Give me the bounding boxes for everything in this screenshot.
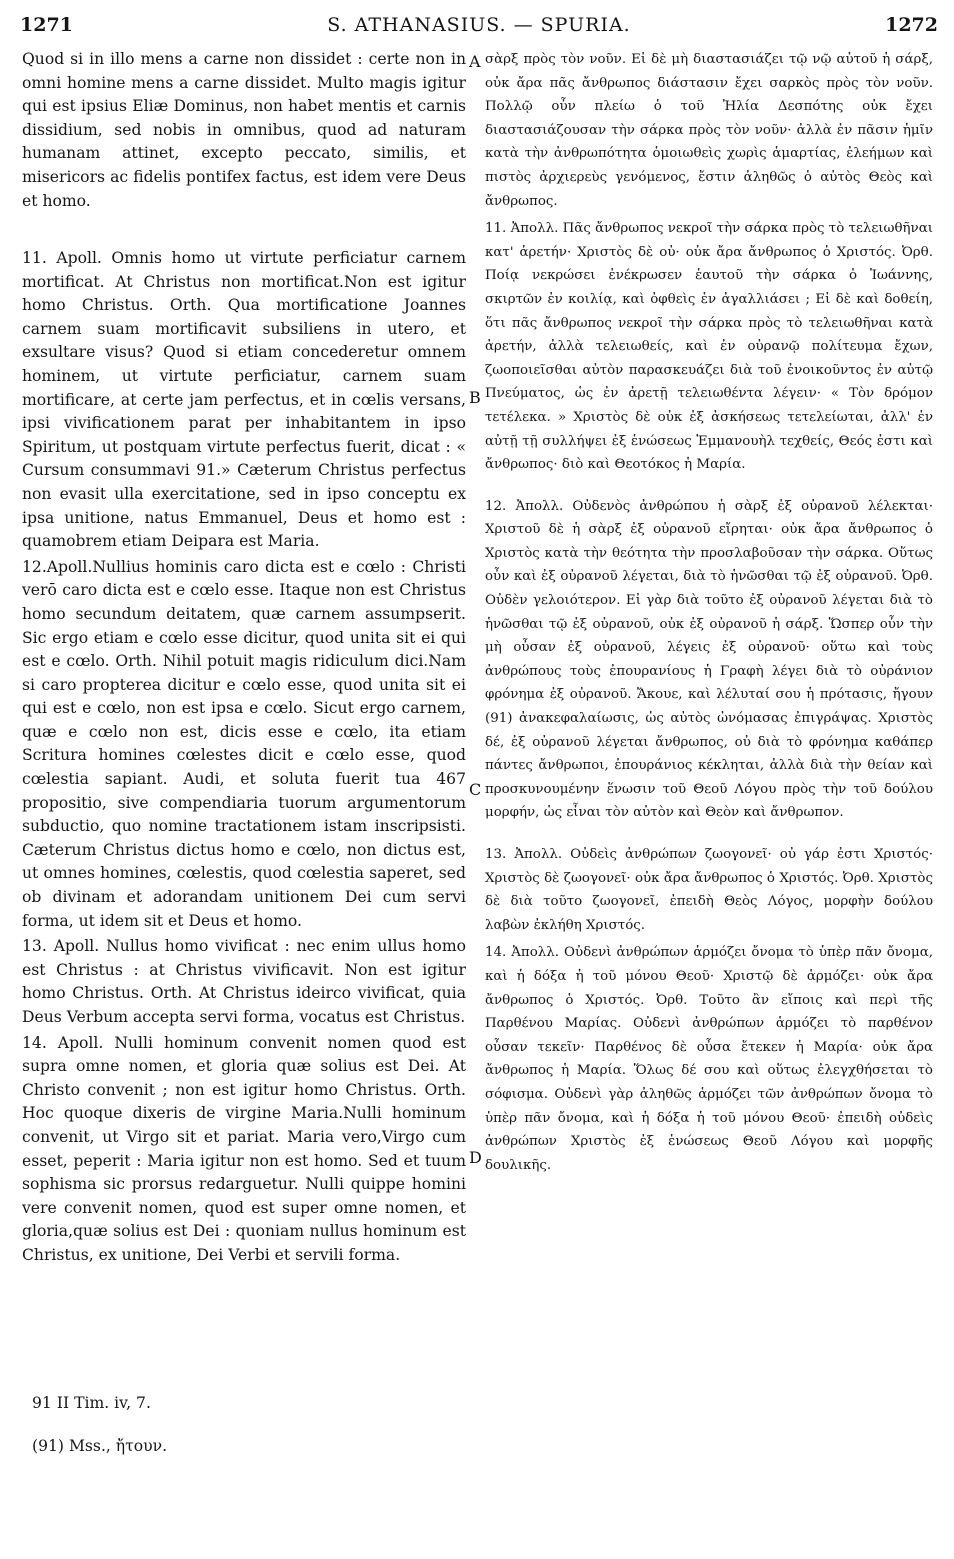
greek-paragraph-13: 13. Ἀπολλ. Οὐδεὶς ἀνθρώπων ζωογονεῖ· οὐ γάρ ἐστι Χριστός· Χριστὸς δὲ ζωογονεῖ· οὐκ ἄρα ἄνθρωπος ὁ Χριστός. Ὀρθ. Χριστὸς δὲ διὰ τοῦτο ζωογονεῖ, ἐπειδὴ Θεὸς Λόγος, μορφὴν δούλου λαβὼν ἐκλήθη Χριστός. bbox=[485, 847, 933, 933]
margin-letter-c: C bbox=[469, 780, 482, 799]
latin-paragraph-12: 12.Apoll.Nullius hominis caro dicta est e cœlo : Christi verō caro dicta est e cœlo esse. Itaque non est Christus homo secundum deitatem, quæ carnem assumpserit. Sic ergo etiam e cœlo esse dicitur, quod unita sit ei qui est e cœlo. Orth. Nihil potuit magis ridiculum dici.Nam si caro propterea dicitur e cœlo esse, quod unita sit ei qui est e cœlo, non est ipsa e cœlo. Sicut ergo carnem, quæ e cœlo non est, dicis esse e cœlo, ita etiam Scritura homines cœlestes dicit e cœlo esse, quod cœlestia sapiant. Audi, et soluta fuerit tua 467 propositio, sive compendiaria tuorum argumentorum subductio, quo nomine tractationem istam inscripsisti. Cæterum Christus dictus homo e cœlo, non dictus est, ut omnes homines, cœlestis, quod cœlestia saperet, sed ob divinam et adorandam unitionem Dei cum servi forma, ut idem sit et Deus et homo. bbox=[22, 557, 466, 930]
latin-paragraph-14: 14. Apoll. Nulli hominum convenit nomen quod est supra omne nomen, et gloria quæ solius est Dei. At Christo convenit ; non est igitur homo Christus. Orth. Hoc quoque dixeris de virgine Maria.Nulli hominum convenit, ut Virgo sit et pariat. Maria vero,Virgo cum esset, peperit : Maria igitur non est homo. Sed et tuum sophisma sic prorsus redarguetur. Nulli quippe homini vere convenit nomen, quod est super omne nomen, et gloria,quæ solius est Dei : quoniam nullus hominum est Christus, ex unitione, Dei Verbi et servili forma. bbox=[22, 1033, 466, 1264]
greek-paragraph-11: 11. Ἀπολλ. Πᾶς ἄνθρωπος νεκροῖ τὴν σάρκα πρὸς τὸ τελειωθῆναι κατ' ἀρετήν· Χριστὸς δὲ οὐ· οὐκ ἄρα ἄνθρωπος ὁ Χριστός. Ὀρθ. Ποίᾳ νεκρώσει ἐνέκρωσεν ἑαυτοῦ τὴν σάρκα ὁ Ἰωάννης, σκιρτῶν ἐν κοιλίᾳ, καὶ ὀφθεὶς ἐν ἀγαλλιάσει ; Εἰ δὲ καὶ δοθείη, ὅτι πᾶς ἄνθρωπος νεκροῖ τὴν σάρκα πρὸς τὸ τελειωθῆναι κατὰ ἀρετήν, ἀλλὰ τελειωθείς, καὶ ἐν οὐρανῷ πολίτευμα ἔχων, ζωοποιεῖσθαι αὐτὸν παρασκευάζει διὰ τοῦ ἐνοικοῦντος ἐν αὐτῷ Πνεύματος, ὡς ἐν ἀρετῇ τελειωθέντα λέγειν· « Τὸν δρόμον τετέλεκα. » Χριστὸς δὲ οὐκ ἐξ ἀσκήσεως τετελείωται, ἀλλ' ἐν αὐτῇ τῇ συλλήψει ἐξ ἑνώσεως Ἐμμανουὴλ τεχθείς, Θεός ἐστι καὶ ἄνθρωπος· διὸ καὶ Θεοτόκος ἡ Μαρία. bbox=[485, 221, 933, 473]
greek-paragraph-14: 14. Ἀπολλ. Οὐδενὶ ἀνθρώπων ἁρμόζει ὄνομα τὸ ὑπὲρ πᾶν ὄνομα, καὶ ἡ δόξα ἡ τοῦ μόνου Θεοῦ· Χριστῷ δὲ ἁρμόζει· οὐκ ἄρα ἄνθρωπος ὁ Χριστός. Ὀρθ. Τοῦτο ἂν εἴποις καὶ περὶ τῆς Παρθένου Μαρίας. Οὐδενὶ ἀνθρώπων ἁρμόζει τὸ παρθένον οὖσαν τεκεῖν· Παρθένος δὲ οὖσα ἔτεκεν ἡ Μαρία· οὐκ ἄρα ἄνθρωπος ἡ Μαρία. Ὅλως δέ σου καὶ οὕτως ἐλεγχθήσεται τὸ σόφισμα. Οὐδενὶ γὰρ ἀληθῶς ἁρμόζει τῶν ἀνθρώπων ὄνομα τὸ ὑπὲρ πᾶν ὄνομα, καὶ ἡ δόξα ἡ τοῦ μόνου Θεοῦ· ἐπειδὴ οὐδεὶς ἀνθρώπων Χριστὸς ἐξ ἑνώσεως Θεοῦ Λόγου καὶ μορφῆς δουλικῆς. bbox=[485, 945, 933, 1173]
margin-letter-b: B bbox=[469, 388, 481, 407]
greek-column bbox=[485, 48, 933, 1177]
margin-letter-d: D bbox=[469, 1148, 482, 1167]
running-title: S. ATHANASIUS. — SPURIA. bbox=[327, 14, 631, 36]
greek-paragraph-1: σὰρξ πρὸς τὸν νοῦν. Εἰ δὲ μὴ διαστασιάζει τῷ νῷ αὐτοῦ ἡ σάρξ, οὐκ ἄρα πᾶς ἄνθρωπος διάστασιν ἔχει σαρκὸς πρὸς τὸν νοῦν. Πολλῷ οὖν πλείω ὁ τοῦ Ἠλία Δεσπότης οὐκ ἔχει διαστασιάζουσαν τὴν σάρκα πρὸς τὸν νοῦν· ἀλλὰ ἐν πᾶσιν ἡμῖν κατὰ τὴν ἀνθρωπότητα ὁμοιωθεὶς χωρὶς ἁμαρτίας, ἐλεήμων καὶ πιστὸς ἀρχιερεὺς γενόμενος, ἔστιν ἀληθῶς ὁ αὐτὸς Θεὸς καὶ ἄνθρωπος. bbox=[485, 52, 933, 209]
margin-letter-a: A bbox=[469, 52, 481, 71]
page-number-left: 1271 bbox=[20, 14, 73, 36]
latin-paragraph-11: 11. Apoll. Omnis homo ut virtute perficiatur carnem mortificat. At Christus non mortificat.Non est igitur homo Christus. Orth. Qua mortificatione Joannes carnem suam mortificavit subsiliens in utero, et exsultare visus? Quod si etiam concederetur omnem hominem, ut virtute perficiatur, carnem suam mortificare, at certe jam perfectus, et in cœlis versans, ipsi vivificationem parat per inhabitantem in ipso Spiritum, ut postquam virtute perfectus fuerit, dicat : « Cursum consummavi 91.» Cæterum Christus perfectus non evasit ulla exercitatione, sed in ipso conceptu ex ipsa unitione, natus Emmanuel, Deus et homo est : quamobrem etiam Deipara est Maria. bbox=[22, 249, 466, 551]
greek-paragraph-12: 12. Ἀπολλ. Οὐδενὸς ἀνθρώπου ἡ σὰρξ ἐξ οὐρανοῦ λέλεκται· Χριστοῦ δὲ ἡ σὰρξ ἐξ οὐρανοῦ εἴρηται· οὐκ ἄρα ἄνθρωπος ὁ Χριστὸς κατὰ τὴν θεότητα τὴν προσλαβοῦσαν τὴν σάρκα. Οὕτως οὖν καὶ ἐξ οὐρανοῦ λέγεται, διὰ τὸ ἡνῶσθαι τῷ ἐξ οὐρανοῦ. Ὀρθ. Οὐδὲν γελοιότερον. Εἰ γὰρ διὰ τοῦτο ἐξ οὐρανοῦ λέγεται διὰ τὸ ἡνῶσθαι τῷ ἐξ οὐρανοῦ, οὐκ ἐξ οὐρανοῦ ἡ σάρξ. Ὥσπερ οὖν τὴν μὴ οὖσαν ἐξ οὐρανοῦ, λέγεις ἐξ οὐρανοῦ· οὕτω καὶ τοὺς ἀνθρώπους τοὺς ἐπουρανίους ἡ Γραφὴ λέγει διὰ τὸ οὐράνιον φρόνημα ἐξ οὐρανοῦ. Ἄκουε, καὶ λέλυταί σου ἡ πρότασις, ἤγουν (91) ἀνακεφαλαίωσις, ὡς αὐτὸς ὠνόμασας ἐπιγράψας. Χριστὸς δέ, ἐξ οὐρανοῦ λέγεται ἄνθρωπος, οὐ διὰ τὸ φρόνημα καθάπερ πάντες ἄνθρωποι, ἐπουράνιος κέκληται, ἀλλὰ διὰ τὴν θείαν καὶ προσκυνουμένην ἕνωσιν τοῦ Θεοῦ Λόγου πρὸς τὴν τοῦ δούλου μορφήν, ὡς εἶναι τὸν αὐτὸν καὶ Θεὸν καὶ ἄνθρωπον. bbox=[485, 498, 933, 821]
latin-column bbox=[22, 48, 466, 1268]
footnote-greek: (91) Mss., ἤτουν. bbox=[32, 1437, 168, 1455]
footnote-latin: 91 II Tim. iv, 7. bbox=[32, 1394, 151, 1412]
page-header bbox=[20, 14, 938, 42]
page-number-right: 1272 bbox=[885, 14, 938, 36]
latin-paragraph-13: 13. Apoll. Nullus homo vivificat : nec enim ullus homo est Christus : at Christus vivificavit. Non est igitur homo Christus. Orth. At Christus ideirco vivificat, quia Deus Verbum accepta servi forma, vocatus est Christus. bbox=[22, 937, 466, 1026]
latin-paragraph-1: Quod si in illo mens a carne non dissidet : certe non in omni homine mens a carne dissidet. Multo magis igitur qui est ipsius Eliæ Dominus, non habet mentis et carnis dissidium, sed nobis in omnibus, quod ad naturam humanam attinet, excepto peccato, similis, et misericors ac fidelis pontifex factus, est idem vere Deus et homo. bbox=[22, 50, 466, 210]
